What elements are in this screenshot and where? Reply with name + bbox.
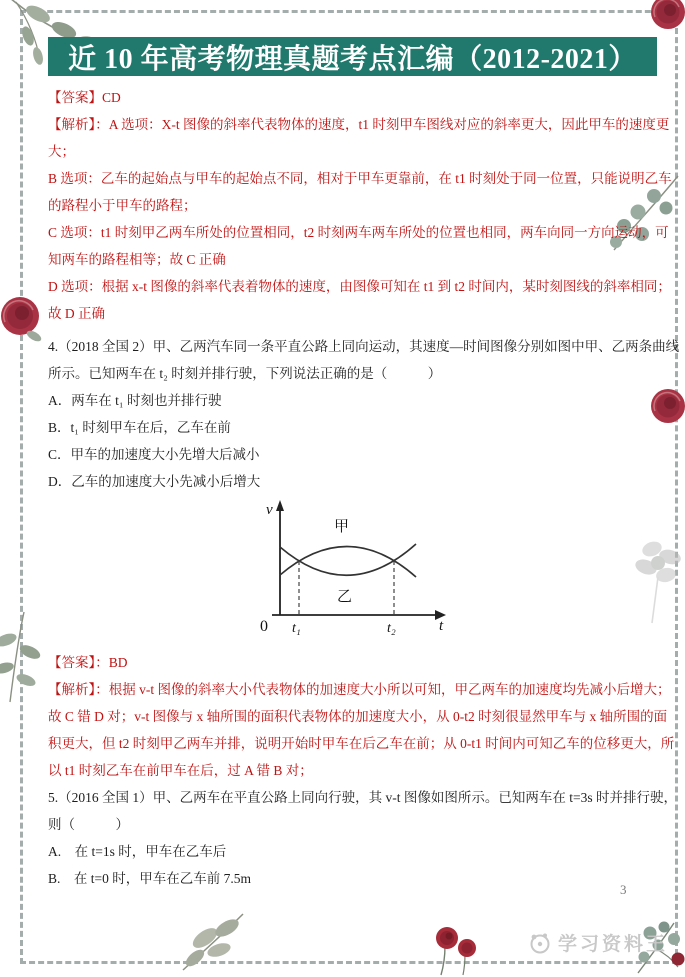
analysis-line: D 选项：根据 x-t 图像的斜率代表着物体的速度，由图像可知在 t1 到 t2 时间内，某时刻图线的斜率相同； [48, 279, 671, 294]
analysis-line: 的路程小于甲车的路程； [48, 198, 197, 213]
option-line: B. 在 t=0 时，甲车在乙车前 7.5m [48, 871, 251, 886]
option-line: A. 在 t=1s 时，甲车在乙车后 [48, 844, 227, 859]
option-line: A．两车在 t₁ 时刻也并排行驶 [48, 393, 222, 408]
t1-label: t₁ [292, 621, 301, 636]
answer-line: 【答案】CD [48, 90, 121, 105]
analysis-line: C 选项：t1 时刻甲乙两车所处的位置相同，t2 时刻两车两车所处的位置也相同，两车向同一方向运动，可 [48, 225, 669, 240]
t2-label: t₂ [387, 621, 396, 636]
curve-yi-label: 乙 [337, 589, 353, 605]
question-line: 所示。已知两车在 t₂ 时刻并排行驶，下列说法正确的是（ ） [48, 366, 442, 381]
analysis-line: 以 t1 时刻乙车在前甲车在后，过 A 错 B 对； [48, 763, 313, 778]
analysis-line: 大； [48, 144, 75, 159]
analysis-line: 知两车的路程相等；故 C 正确 [48, 252, 226, 267]
v-axis-label: v [266, 502, 273, 518]
analysis-line: 积更大，但 t2 时刻甲乙两车并排，说明开始时甲车在后乙车在前；从 0-t1 时间内可知乙车的位移更大，所 [48, 736, 675, 751]
v-axis-arrow [276, 500, 284, 511]
page-title: 近 10 年高考物理真题考点汇编（2012-2021） [68, 43, 637, 75]
question-line: 则（ ） [48, 817, 129, 832]
option-line: B．t₁ 时刻甲车在后，乙车在前 [48, 420, 231, 435]
question-line: 4.（2018 全国 2）甲、乙两汽车同一条平直公路上同向运动，其速度—时间图像分别如图中甲、乙两条曲线 [48, 339, 680, 354]
analysis-line: 【解析】：A 选项：X-t 图像的斜率代表物体的速度，t1 时刻甲车图线对应的斜率更大，因此甲车的速度更 [48, 117, 670, 132]
analysis-line: B 选项：乙车的起始点与甲车的起始点不同，相对于甲车更靠前，在 t1 时刻处于同一位置，只能说明乙车 [48, 171, 672, 186]
right-rose-decoration [644, 382, 685, 432]
page-number: 3 [620, 882, 627, 897]
title-banner [48, 37, 657, 76]
option-line: D．乙车的加速度大小先减小后增大 [48, 474, 261, 489]
watermark [528, 929, 668, 956]
watermark-logo-icon [528, 931, 552, 955]
t-axis-label: t [439, 618, 444, 634]
left-rose-decoration [0, 290, 46, 348]
analysis-line: 故 C 错 D 对；v-t 图像与 x 轴所围的面积代表物体的加速度大小，从 0-t2 时刻很显然甲车与 x 轴所围的面 [48, 709, 668, 724]
bottom-roses-decoration [425, 922, 483, 976]
answer-line: 【答案】：BD [48, 655, 128, 670]
analysis-line: 故 D 正确 [48, 306, 105, 321]
question-line: 5.（2016 全国 1）甲、乙两车在平直公路上同向行驶，其 v-t 图像如图所示。已知两车在 t=3s 时并排行驶， [48, 790, 677, 805]
document-content [48, 84, 680, 892]
top-right-rose-decoration [643, 0, 685, 34]
watermark-text: 学习资料王 [558, 934, 669, 955]
curve-jia-label: 甲 [334, 519, 350, 535]
vt-graph-figure [48, 497, 648, 649]
option-line: C．甲车的加速度大小先增大后减小 [48, 447, 260, 462]
origin-label: 0 [260, 618, 268, 635]
bottom-left-leaf-branch-decoration [0, 610, 46, 705]
analysis-line: 【解析】：根据 v-t 图像的斜率大小代表物体的加速度大小所以可知，甲乙两车的加速度均先减小后增大； [48, 682, 671, 697]
bottom-center-leaf-branch-decoration [175, 908, 250, 976]
